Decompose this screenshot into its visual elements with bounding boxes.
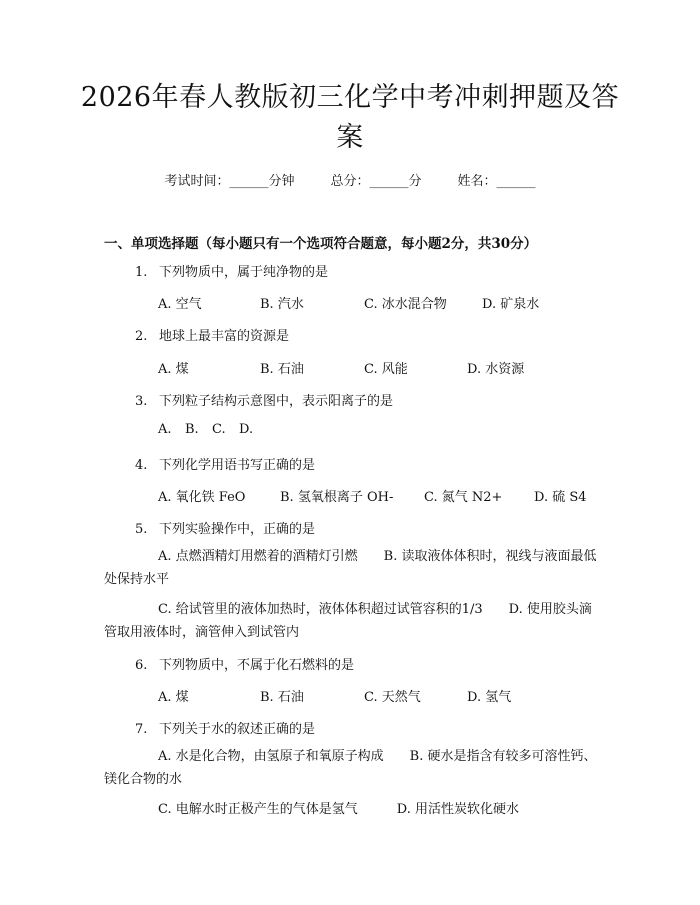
question-4-options (158, 486, 587, 505)
exam-meta (0, 170, 700, 189)
question-7-options-ab: A. 水是化合物，由氢原子和氧原子构成 B. 硬水是指含有较多可溶性钙、镁化合物的水 (104, 749, 597, 787)
question-number: 2. (135, 329, 148, 344)
question-number: 1. (135, 265, 148, 280)
exam-time-field: 考试时间：______分钟 (164, 174, 295, 189)
option-c: C. 风能 (364, 362, 408, 377)
question-2 (135, 325, 289, 344)
question-text: 地球上最丰富的资源是 (159, 329, 290, 344)
option-a: A. (158, 422, 172, 437)
question-5-options-ab: A. 点燃酒精灯用燃着的酒精灯引燃 B. 读取液体体积时，视线与液面最低处保持水平 (104, 549, 597, 587)
option-d: D. 水资源 (467, 362, 525, 377)
option-d: D. 矿泉水 (482, 297, 540, 312)
option-b: B. (185, 422, 199, 437)
question-text: 下列物质中，不属于化石燃料的是 (159, 658, 355, 673)
question-number: 3. (135, 394, 148, 409)
option-b: B. 氢氧根离子 OH- (280, 490, 394, 505)
option-b: B. 石油 (260, 690, 304, 705)
question-text: 下列关于水的叙述正确的是 (159, 722, 316, 737)
question-number: 4. (135, 458, 148, 473)
question-text: 下列物质中，属于纯净物的是 (159, 265, 329, 280)
option-d: D. 硫 S4 (534, 490, 587, 505)
question-number: 7. (135, 722, 148, 737)
question-5-options-cd: C. 给试管里的液体加热时，液体体积超过试管容积的1/3 D. 使用胶头滴管取用液体时，滴管伸入到试管内 (104, 602, 592, 640)
question-2-options (158, 358, 524, 377)
option-c: C. 天然气 (364, 690, 421, 705)
total-score-field: 总分：______分 (330, 174, 422, 189)
option-c: C. 氮气 N2+ (424, 490, 503, 505)
question-6-options (158, 686, 511, 705)
question-text: 下列化学用语书写正确的是 (159, 458, 316, 473)
section-title: 一、单项选择题（每小题只有一个选项符合题意，每小题2分，共30分） (104, 236, 538, 252)
option-d: D. (239, 422, 254, 437)
question-number: 6. (135, 658, 148, 673)
question-3 (135, 390, 393, 409)
option-a: A. 空气 (158, 297, 202, 312)
question-6 (135, 654, 354, 673)
question-7 (135, 718, 315, 737)
option-c: C. (212, 422, 226, 437)
question-1 (135, 261, 328, 280)
option-a: A. 氧化铁 FeO (158, 490, 246, 505)
option-b: B. 石油 (260, 362, 304, 377)
question-number: 5. (135, 522, 148, 537)
option-a: A. 煤 (158, 690, 189, 705)
student-name-field: 姓名：______ (457, 174, 536, 189)
question-7-options-cd: C. 电解水时正极产生的气体是氢气 D. 用活性炭软化硬水 (158, 802, 519, 817)
exam-title: 2026年春人教版初三化学中考冲刺押题及答案 (80, 82, 620, 153)
option-b: B. 汽水 (260, 297, 304, 312)
question-4 (135, 454, 315, 473)
option-d: D. 氢气 (467, 690, 512, 705)
option-c: C. 冰水混合物 (364, 297, 447, 312)
question-text: 下列粒子结构示意图中，表示阳离子的是 (159, 394, 394, 409)
question-3-options (158, 422, 253, 437)
question-5 (135, 518, 315, 537)
question-1-options (158, 293, 539, 312)
option-a: A. 煤 (158, 362, 189, 377)
question-text: 下列实验操作中，正确的是 (159, 522, 316, 537)
